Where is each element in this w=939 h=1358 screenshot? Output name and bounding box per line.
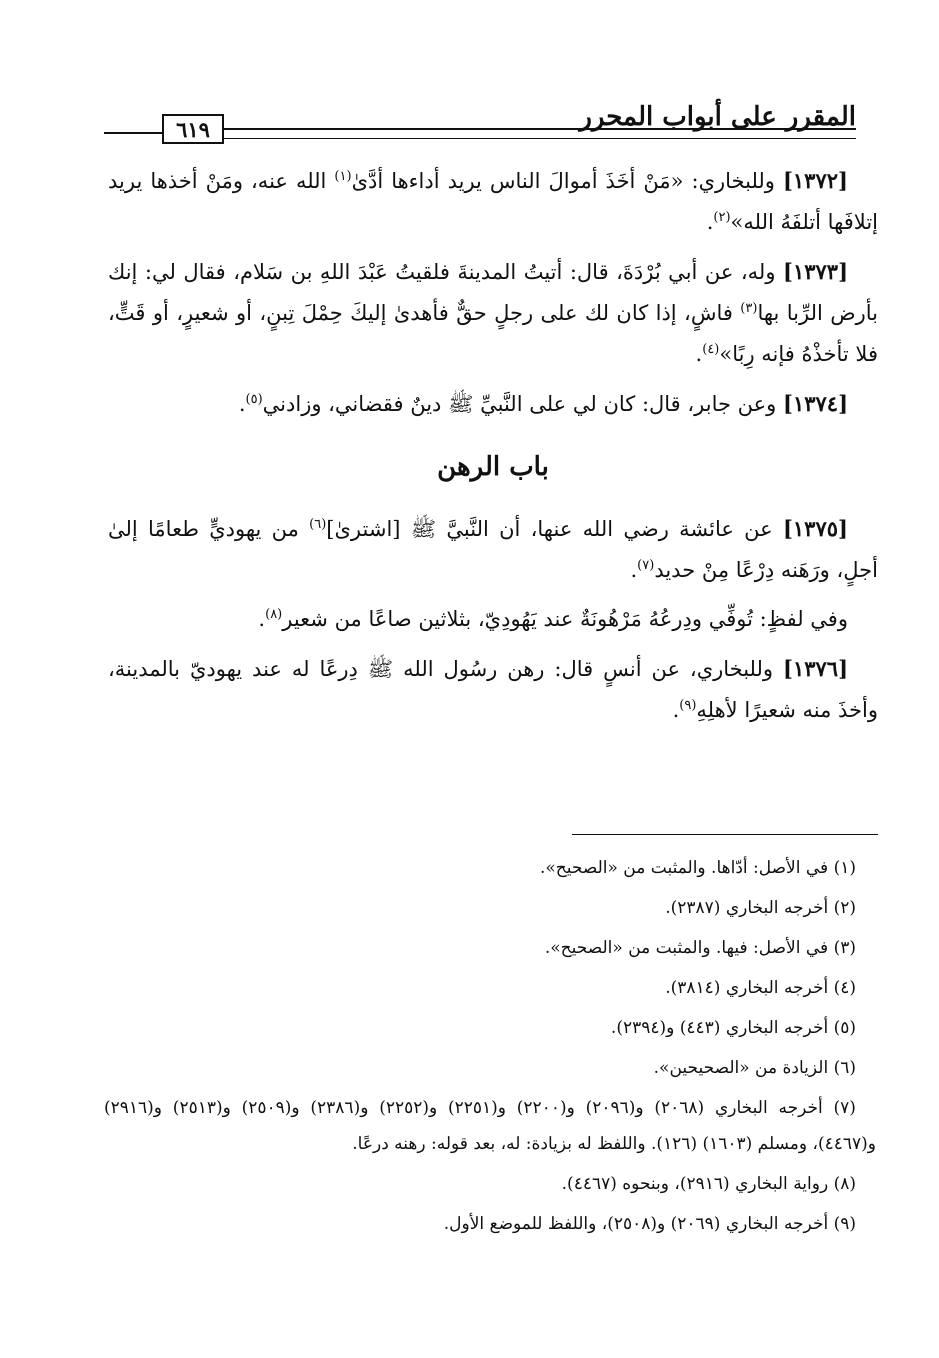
hadith-text-cont: من يهوديٍّ طعامًا إلىٰ أجلٍ، ورَهَنه دِرْعًا مِنْ حديد	[108, 517, 878, 582]
hadith-1373	[108, 251, 878, 375]
footnote-5: (٥) أخرجه البخاري (٤٤٣) و(٢٣٩٤).	[610, 1018, 856, 1038]
footnote-2: (٢) أخرجه البخاري (٢٣٨٧).	[665, 898, 856, 918]
footnotes	[104, 850, 876, 1246]
hadith-number: [١٣٧٤]	[783, 391, 848, 416]
full-stop: .	[706, 210, 714, 234]
footnote-separator	[572, 834, 878, 835]
footnote-ref[interactable]: (٦)	[309, 517, 327, 532]
footnote-4: (٤) أخرجه البخاري (٣٨١٤).	[665, 978, 856, 998]
hadith-text: وفي لفظٍ: تُوفِّي ودِرعُهُ مَرْهُونَةٌ عند يَهُودِيّ، بثلاثين صاعًا من شعير	[282, 607, 848, 631]
hadith-text: وله، عن أبي بُرْدَةَ، قال: أتيتُ المدينةَ فلقيتُ عَبْدَ اللهِ بن سَلام، فقال لي: إنك بأرض الرِّبا بها	[108, 260, 878, 325]
footnote-ref[interactable]: (١)	[334, 169, 352, 184]
footnote-ref[interactable]: (٥)	[245, 392, 263, 407]
hadith-number: [١٣٧٣]	[783, 259, 848, 284]
hadith-text: وعن جابر، قال: كان لي على النَّبيِّ ﷺ دينٌ فقضاني، وزادني	[262, 392, 777, 416]
hadith-text-cont: فاشٍ، إذا كان لك على رجلٍ حقٌّ فأهدىٰ إليكَ حِمْلَ تِبنٍ، أو شعيرٍ، أو قَتٍّ، فلا تأخذْهُ فإنه رِبًا»	[108, 301, 878, 366]
footnote-9: (٩) أخرجه البخاري (٢٠٦٩) و(٢٥٠٨)، واللفظ للموضع الأول.	[443, 1214, 856, 1234]
footnote-3: (٣) في الأصل: فيها. والمثبت من «الصحيح».	[544, 938, 856, 958]
hadith-1374	[108, 383, 878, 425]
hadith-number: [١٣٧٦]	[783, 656, 848, 681]
full-stop: .	[672, 698, 680, 722]
full-stop: .	[238, 392, 246, 416]
footnote-ref[interactable]: (٧)	[637, 558, 655, 573]
footnote-6: (٦) الزيادة من «الصحيحين».	[653, 1058, 856, 1078]
header-rule-thin	[224, 138, 856, 139]
footnote-ref[interactable]: (٢)	[713, 210, 731, 225]
footnote-ref[interactable]: (٤)	[702, 342, 720, 357]
page-header	[104, 92, 856, 152]
footnote-7: (٧) أخرجه البخاري (٢٠٦٨) و(٢٠٩٦) و(٢٢٠٠) و(٢٢٥١) و(٢٢٥٢) و(٢٣٨٦) و(٢٥٠٩) و(٢٥١٣) و(٢٩١٦) و(٤٤٦٧)، ومسلم (١٦٠٣) (١٢٦). واللفظ له بزيادة: له، بعد قوله: رهنه درعًا.	[104, 1098, 876, 1154]
hadith-1372	[108, 160, 878, 243]
hadith-text: وللبخاري: «مَنْ أخَذَ أموالَ الناس يريد أداءها أدَّىٰ	[351, 169, 775, 193]
hadith-text: عن عائشة رضي الله عنها، أن النَّبيَّ ﷺ [اشترىٰ]	[326, 517, 773, 541]
footnote-8: (٨) رواية البخاري (٢٩١٦)، وبنحوه (٤٤٦٧).	[561, 1174, 856, 1194]
full-stop: .	[258, 607, 266, 631]
hadith-number: [١٣٧٢]	[782, 168, 848, 193]
hadith-1375	[108, 508, 878, 591]
footnote-1: (١) في الأصل: أدّاها. والمثبت من «الصحيح».	[539, 858, 856, 878]
header-rule-left	[104, 132, 162, 134]
hadith-1376	[108, 648, 878, 731]
footnote-ref[interactable]: (٩)	[679, 698, 697, 713]
hadith-text-cont: الله عنه، ومَنْ أخذها يريد إتلافَها أتلفَهُ الله»	[108, 169, 878, 234]
section-title: باب الرهن	[437, 452, 549, 482]
footnote-ref[interactable]: (٨)	[265, 607, 283, 622]
hadith-text: وللبخاري، عن أنسٍ قال: رهن رسُول الله ﷺ دِرعًا له عند يهوديّ بالمدينة، وأخذَ منه شعيرًا لأهلِهِ	[108, 657, 878, 722]
hadith-variant	[108, 599, 878, 640]
footnote-ref[interactable]: (٣)	[740, 301, 758, 316]
page-number: ٦١٩	[162, 114, 224, 144]
hadith-number: [١٣٧٥]	[782, 516, 848, 541]
running-title: المقرر على أبواب المحرر	[579, 102, 856, 132]
full-stop: .	[695, 342, 703, 366]
full-stop: .	[630, 558, 638, 582]
main-text	[108, 160, 878, 739]
header-rule-thick	[224, 128, 856, 130]
